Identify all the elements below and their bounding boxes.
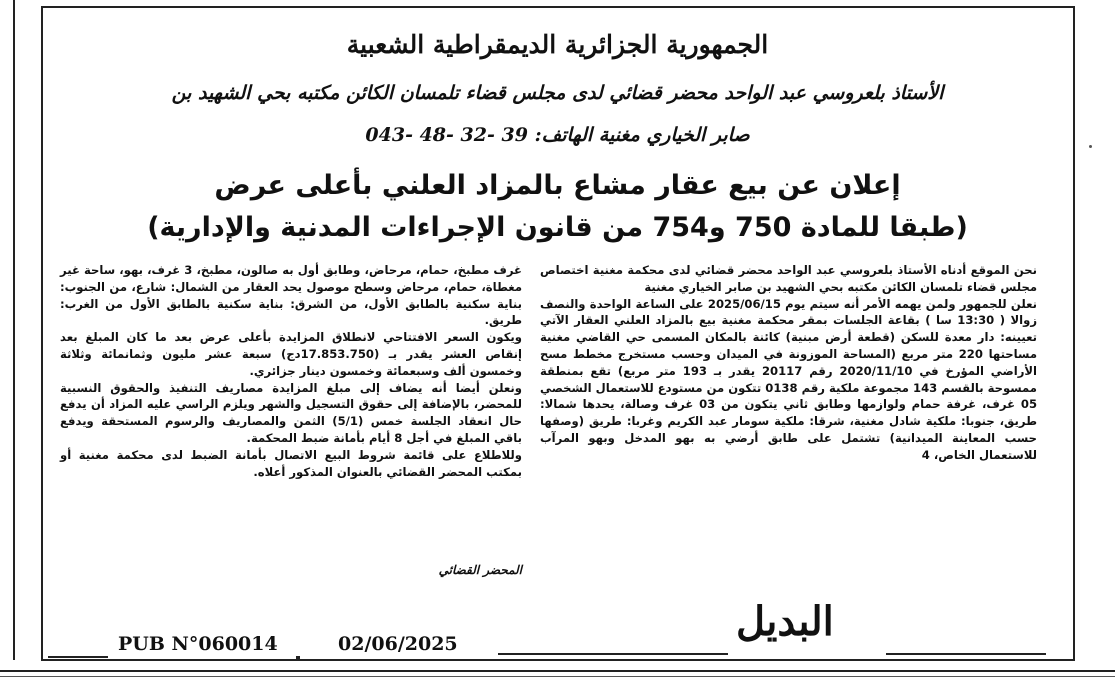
footer-rule (886, 653, 1046, 655)
republic-heading: الجمهورية الجزائرية الديمقراطية الشعبية (346, 30, 769, 59)
left-border-rule (0, 0, 15, 660)
paragraph: وللاطلاع على قائمة شروط البيع الاتصال بأمانة الضبط لدى محكمة مغنية أو بمكتب المحضر القضائي بالعنوان المذكور أعلاه. (60, 447, 522, 479)
newspaper-name: البديل (736, 598, 834, 645)
notice-title: إعلان عن بيع عقار مشاع بالمزاد العلني بأعلى عرض (214, 170, 901, 201)
bailiff-line-2: صابر الخياري مغنية الهاتف: 39 -32 -48 -043 (365, 124, 750, 146)
separator-dot (296, 656, 300, 660)
bottom-rule (0, 676, 1115, 677)
footer-rule (498, 653, 728, 655)
left-column (60, 262, 522, 480)
paragraph: نحن الموقع أدناه الأستاذ بلعروسي عبد الواحد محضر قضائي لدى محكمة مغنية اختصاص مجلس قضاء تلمسان الكائن مكتبه بحي الشهيد بن صابر الخياري مغنية (540, 263, 1037, 294)
signature: المحضر القضائي (438, 563, 522, 577)
paragraph: نعلن للجمهور ولمن يهمه الأمر أنه سيتم يوم 2025/06/15 على الساعة الواحدة والنصف زوالا ( 13:30 سا ) بقاعة الجلسات بمقر محكمة مغنية بيع بالمزاد العلني العقار الآتي تعيينه: دار معدة للسكن (قطعة أرض مبنية) كائنة بالمكان المسمى حي القاضي مغنية مساحتها 220 متر مربع (المساحة الموزونة في الميدان وحسب مستخرج مخطط مسح الأراضي المؤرخ في 2020/11/10 رقم 20117 يقدر بـ 193 متر مربع) تقع بمنطقة ممسوحة بالقسم 143 مجموعة ملكية رقم 0138 تتكون من مستودع للاستعمال الشخصي 05 غرف، غرفة حمام ولوازمها وطابق ثاني يتكون من 03 غرف وصالة، يحدها شمالا: طريق، جنوبا: ملكية شادل مغنية، شرقا: ملكية سومار عبد الكريم وغربا: طريق (وصفها حسب المعاينة الميدانية) تشتمل على طابق أرضي به بهو المدخل وبهو المرآب للاستعمال الخاص، 4 (539, 296, 1038, 462)
publication-date: 02/06/2025 (338, 633, 458, 655)
footer-rule (48, 656, 108, 658)
bailiff-line-1: الأستاذ بلعروسي عبد الواحد محضر قضائي لدى مجلس قضاء تلمسان الكائن مكتبه بحي الشهيد بن (171, 82, 944, 104)
paragraph: غرف مطبخ، حمام، مرحاض، وطابق أول به صالون، مطبخ، 3 غرف، بهو، ساحة غير مغطاة، حمام، مرحاض وسطح موصول يحد العقار من الشمال: شارع، من الجنوب: بناية سكنية بالطابق الأول، من الشرق: بناية سكنية بالطابق الأول من الغرب: طريق. (60, 263, 522, 328)
bottom-rule (0, 670, 1115, 672)
paragraph: ونعلن أيضا أنه يضاف إلى مبلغ المزايدة مصاريف التنفيذ والحقوق النسبية للمحضر، بالإضافة إلى حقوق التسجيل والشهر ويلزم الراسي عليه المزاد أن يدفع حال انعقاد الجلسة خمس (5/1) الثمن والمصاريف والرسوم المستحقة ويدفع باقي المبلغ في أجل 8 أيام بأمانة ضبط المحكمة. (60, 380, 522, 445)
right-column (540, 262, 1037, 464)
paragraph: ويكون السعر الافتتاحي لانطلاق المزايدة بأعلى عرض بعد ما كان المبلغ بعد إنقاص العشر يقدر بـ (17.853.750دج) سبعة عشر مليون وثمانمائة وثلاثة وخمسون ألف وسبعمائة وخمسون دينار جزائري. (60, 330, 522, 378)
notice-subtitle: (طبقا للمادة 750 و754 من قانون الإجراءات المدنية والإدارية) (147, 212, 968, 243)
pub-number: PUB N°060014 (118, 633, 278, 655)
